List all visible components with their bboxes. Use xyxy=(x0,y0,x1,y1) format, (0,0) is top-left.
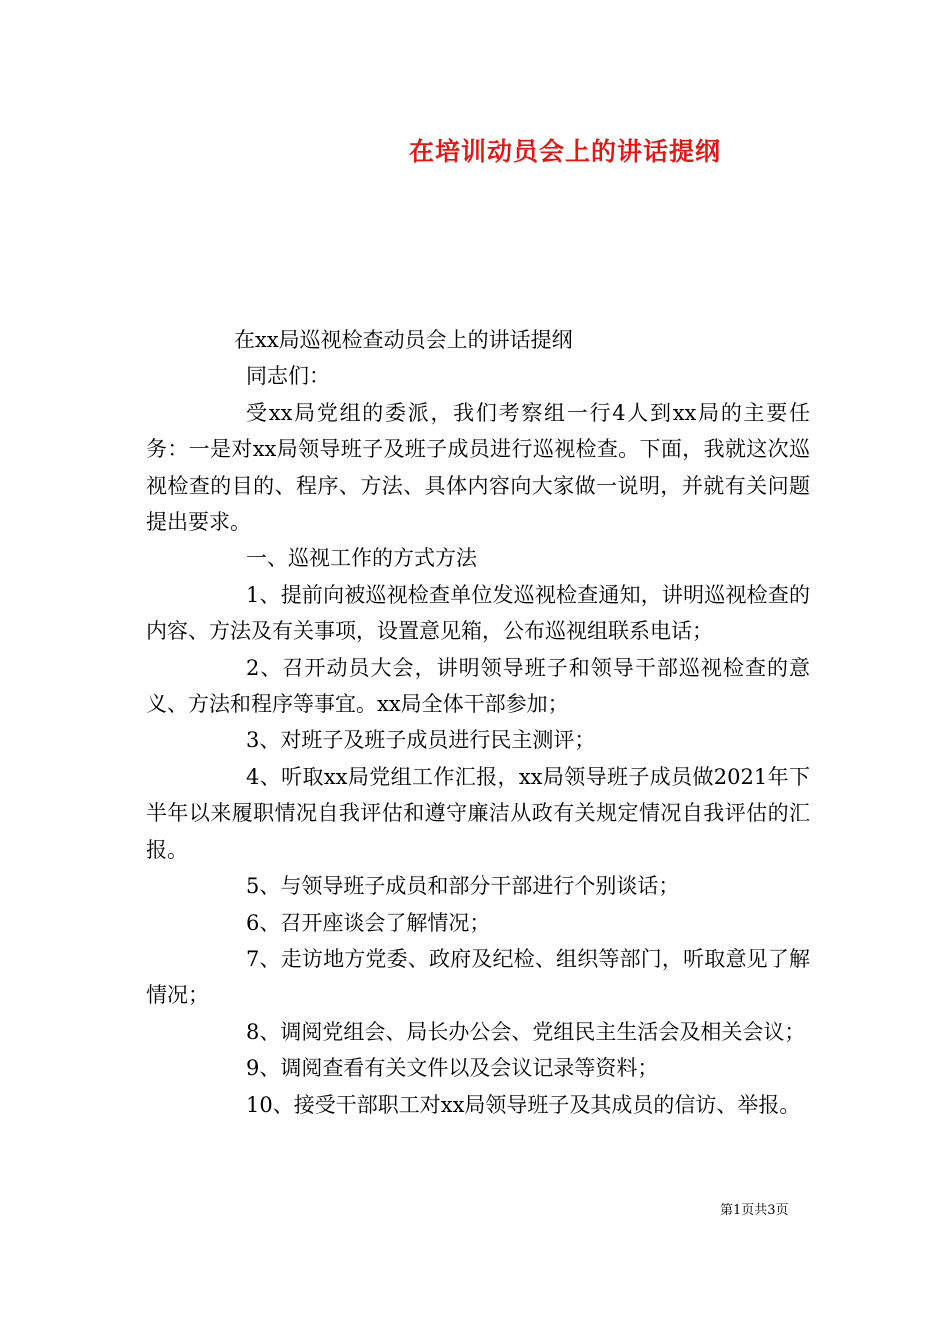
list-item: 9、调阅查看有关文件以及会议记录等资料； xyxy=(246,1056,659,1081)
document-body xyxy=(146,322,810,1123)
greeting: 同志们： xyxy=(246,364,330,389)
list-item: 2、召开动员大会，讲明领导班子和领导干部巡视检查的意义、方法和程序等事宜。xx局全体干部参加； xyxy=(146,655,810,717)
intro-paragraph: 受xx局党组的委派，我们考察组一行4人到xx局的主要任务：一是对xx局领导班子及班子成员进行巡视检查。下面，我就这次巡视检查的目的、程序、方法、具体内容向大家做一说明，并就有关问题提出要求。 xyxy=(146,400,810,535)
section-heading: 一、巡视工作的方式方法 xyxy=(246,546,477,571)
subtitle: 在xx局巡视检查动员会上的讲话提纲 xyxy=(234,328,573,352)
list-item: 3、对班子及班子成员进行民主测评； xyxy=(246,728,596,753)
list-item: 8、调阅党组会、局长办公会、党组民主生活会及相关会议； xyxy=(246,1019,806,1044)
page-number: 第1页共3页 xyxy=(720,1203,789,1218)
list-item: 10、接受干部职工对xx局领导班子及其成员的信访、举报。 xyxy=(246,1092,801,1117)
list-item: 1、提前向被巡视检查单位发巡视检查通知，讲明巡视检查的内容、方法及有关事项，设置意见箱，公布巡视组联系电话； xyxy=(146,582,810,644)
list-item: 7、走访地方党委、政府及纪检、组织等部门，听取意见了解情况； xyxy=(146,946,810,1008)
document-title: 在培训动员会上的讲话提纲 xyxy=(408,137,721,166)
list-item: 6、召开座谈会了解情况； xyxy=(246,910,491,935)
list-item: 5、与领导班子成员和部分干部进行个别谈话； xyxy=(246,874,680,899)
list-item: 4、听取xx局党组工作汇报，xx局领导班子成员做2021年下半年以来履职情况自我评估和遵守廉洁从政有关规定情况自我评估的汇报。 xyxy=(146,764,810,862)
